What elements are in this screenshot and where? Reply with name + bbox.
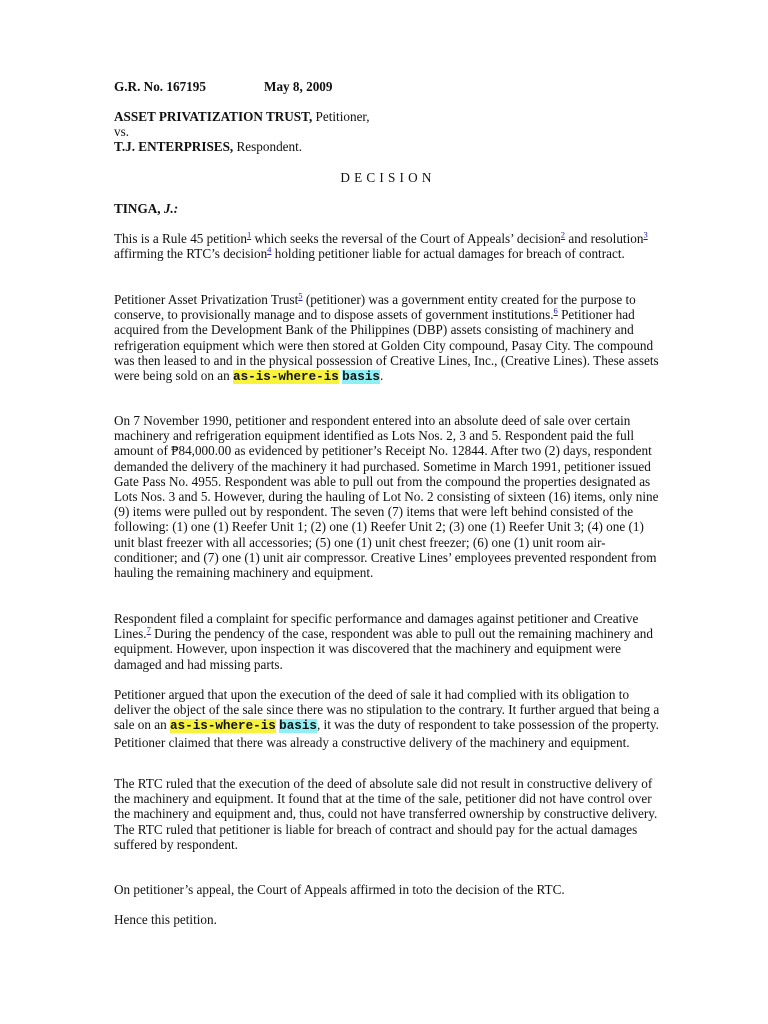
paragraph-petitioner-background [114, 292, 662, 385]
respondent-role: Respondent. [233, 139, 303, 154]
ponente-name: TINGA, [114, 201, 164, 216]
text-run: . [379, 368, 384, 384]
footnote-link-6[interactable]: 6 [553, 305, 558, 316]
decision-heading: DECISION [340, 170, 436, 185]
text-run: (petitioner) was a government entity created for the purpose to conserve, to provisionally manage and to dispose assets of government institutions. [114, 292, 636, 323]
case-number: G.R. No. 167195 [114, 79, 206, 94]
text-run: which seeks the reversal of the Court of Appeals’ decision [251, 231, 561, 246]
text-run: This is a Rule 45 petition [114, 231, 247, 246]
footnote-link-1[interactable]: 1 [246, 229, 252, 240]
paragraph-ca-appeal: On petitioner’s appeal, the Court of Appeals affirmed in toto the decision of the RTC. [114, 882, 565, 897]
versus-line [114, 124, 662, 139]
ponente-suffix: J.: [163, 201, 179, 216]
paragraph-rtc-ruling: The RTC ruled that the execution of the deed of absolute sale did not result in constructive delivery of the machinery and equipment. It found that at the time of the sale, petitioner did not have control over the machinery and equipment and, thus, could not have transferred ownership by constructive delivery. The RTC ruled that petitioner is liable for breach of contract and should pay for the actual damages suffered by respondent. [114, 776, 658, 852]
footnote-link-7[interactable]: 7 [146, 624, 151, 635]
text-run: Petitioner Asset Privatization Trust [114, 292, 299, 307]
footnote-link-5[interactable]: 5 [298, 290, 303, 301]
text-run: Petitioner argued that upon the execution of the deed of sale it had complied with its obligation to deliver the object of the sale since there was no stipulation to the contrary. It further argued that being a sale on an [114, 687, 660, 733]
respondent-name: T.J. ENTERPRISES, [114, 139, 234, 154]
text-run: Petitioner had acquired from the Development Bank of the Philippines (DBP) assets consisting of machinery and refrigeration equipment which were then stored at Golden City compound, Pasay City. The compound was then leased to and in the physical possession of Creative Lines, Inc., (Creative Lines). These assets were being sold on an [114, 307, 659, 384]
respondent-line [114, 139, 662, 154]
paragraph-complaint [114, 611, 662, 672]
case-header [114, 79, 662, 94]
highlighted-term: as-is-where-is [170, 719, 276, 734]
case-date: May 8, 2009 [264, 79, 333, 94]
paragraph-sale-facts: On 7 November 1990, petitioner and respondent entered into an absolute deed of sale over certain machinery and refrigeration equipment identified as Lots Nos. 2, 3 and 5. Respondent paid the full amount of ₱84,000.00 as evidenced by petitioner’s Receipt No. 12844. After two (2) days, respondent demanded the delivery of the machinery it had purchased. Sometime in March 1991, petitioner issued Gate Pass No. 4955. Respondent was able to pull out from the compound the properties designated as Lots Nos. 3 and 5. However, during the hauling of Lot No. 2 consisting of sixteen (16) items, only nine (9) items were pulled out by respondent. The seven (7) items that were left behind consisted of the following: (1) one (1) Reefer Unit 1; (2) one (1) Reefer Unit 2; (3) one (1) Reefer Unit 3; (4) one (1) unit blast freezer with all accessories; (5) one (1) unit chest freezer; (6) one (1) unit room air-conditioner; and (7) one (1) unit air compressor. Creative Lines’ employees prevented respondent from hauling the remaining machinery and equipment. [114, 413, 659, 581]
text-run: , it was the duty of respondent to take possession of the property. Petitioner claimed that there was already a constructive delivery of the machinery and equipment. [114, 717, 659, 750]
text-run: and resolution [565, 231, 644, 246]
ponente-line [114, 201, 662, 216]
highlighted-term: basis [342, 370, 380, 385]
petitioner-name: ASSET PRIVATIZATION TRUST, [114, 109, 313, 124]
petitioner-role: Petitioner, [312, 109, 370, 124]
paragraph-petition: Hence this petition. [114, 912, 217, 927]
versus-text: vs. [114, 124, 130, 139]
text-run: During the pendency of the case, respondent was able to pull out the remaining machinery and equipment. However, upon inspection it was discovered that the machinery and equipment were damaged and had missing parts. [114, 626, 653, 672]
petitioner-line [114, 109, 662, 124]
footnote-link-2[interactable]: 2 [560, 229, 566, 240]
text-run: affirming the RTC’s decision [114, 246, 268, 262]
paragraph-intro [114, 231, 662, 261]
highlighted-term: basis [279, 719, 317, 734]
paragraph-petitioner-argument [114, 687, 662, 750]
footnote-link-3[interactable]: 3 [643, 229, 648, 240]
text-run: Respondent filed a complaint for specific performance and damages against petitioner and Creative Lines. [114, 611, 639, 642]
text-run: holding petitioner liable for actual damages for breach of contract. [271, 246, 625, 262]
highlighted-term: as-is-where-is [233, 370, 339, 385]
footnote-link-4[interactable]: 4 [267, 244, 272, 255]
